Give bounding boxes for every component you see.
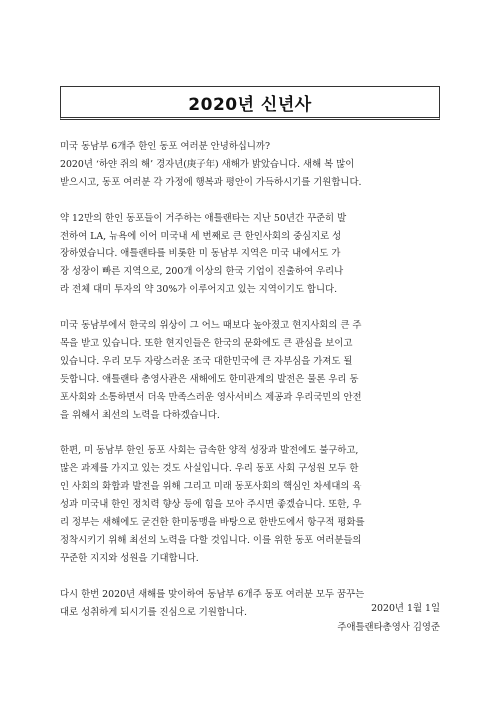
signature-block — [337, 599, 440, 637]
text-line: 포사회와 소통하면서 더욱 만족스러운 영사서비스 제공과 우리국민의 안전 — [60, 391, 362, 403]
text-line: 성과 미국내 한인 정치력 향상 등에 힘을 모아 주시면 좋겠습니다. 또한, 우 — [60, 499, 362, 511]
text-line: 꾸준한 지지와 성원을 기대합니다. — [60, 552, 199, 564]
paragraph-korea-status — [60, 317, 440, 424]
paragraph-greeting — [60, 138, 440, 192]
text-line: 장하였습니다. 애틀랜타를 비롯한 미 동남부 지역은 미국 내에서도 가 — [60, 248, 341, 260]
text-line: 있습니다. 우리 모두 자랑스러운 조국 대한민국에 큰 자부심을 가져도 될 — [60, 355, 353, 367]
text-line: 미국 동남부 6개주 한인 동포 여러분 안녕하십니까? — [60, 141, 270, 152]
text-line: 많은 과제를 가지고 있는 것도 사실입니다. 우리 동포 사회 구성원 모두 한 — [60, 463, 359, 475]
text-line: 다시 한번 2020년 새해를 맞이하여 동남부 6개주 동포 여러분 모두 꿈꾸는 — [60, 588, 365, 600]
title-box — [60, 86, 440, 120]
text-line: 받으시고, 동포 여러분 각 가정에 행복과 평안이 가득하시기를 기원합니다. — [60, 176, 362, 188]
page-title: 2020년 신년사 — [188, 94, 312, 115]
text-line: 을 위해서 최선의 노력을 다하겠습니다. — [60, 409, 220, 421]
paragraph-gap — [60, 192, 440, 210]
paragraph-gap — [60, 424, 440, 442]
paragraph-atlanta — [60, 210, 440, 300]
text-line: 미국 동남부에서 한국의 위상이 그 어느 때보다 높아졌고 현지사회의 큰 주 — [60, 320, 362, 332]
text-line: 인 사회의 화합과 발전을 위해 그리고 미래 동포사회의 핵심인 차세대의 육 — [60, 481, 362, 493]
text-line: 리 정부는 새해에도 굳건한 한미동맹을 바탕으로 한반도에서 항구적 평화를 — [60, 516, 365, 528]
text-line: 전하여 LA, 뉴욕에 이어 미국내 세 번째로 큰 한인사회의 중심지로 성 — [60, 230, 342, 242]
text-line: 약 12만의 한인 동포들이 거주하는 애틀랜타는 지난 50년간 꾸준히 발 — [60, 212, 347, 224]
paragraph-community — [60, 442, 440, 567]
signature-author: 주애틀랜타총영사 김영준 — [337, 622, 440, 633]
text-line: 2020년 ‘하얀 쥐의 해’ 경자년(庚子年) 새해가 밝았습니다. 새해 복 많이 — [60, 158, 355, 170]
signature-date: 2020년 1월 1일 — [371, 603, 440, 614]
paragraph-gap — [60, 299, 440, 317]
text-line: 한편, 미 동남부 한인 동포 사회는 급속한 양적 성장과 발전에도 불구하고, — [60, 445, 359, 457]
text-line: 대로 성취하게 되시기를 진심으로 기원합니다. — [60, 606, 247, 618]
text-line: 정착시키기 위해 최선의 노력을 다할 것입니다. 이를 위한 동포 여러분들의 — [60, 534, 362, 546]
text-line: 목을 받고 있습니다. 또한 현지인들은 한국의 문화에도 큰 관심을 보이고 — [60, 337, 353, 349]
letter-body — [60, 138, 440, 621]
text-line: 듯합니다. 애틀랜타 총영사관은 새해에도 한미관계의 발전은 물론 우리 동 — [60, 373, 359, 385]
text-line: 라 전체 대미 투자의 약 30%가 이루어지고 있는 지역이기도 합니다. — [60, 284, 338, 296]
paragraph-gap — [60, 568, 440, 586]
text-line: 장 성장이 빠른 지역으로, 200개 이상의 한국 기업이 진출하여 우리나 — [60, 266, 344, 278]
